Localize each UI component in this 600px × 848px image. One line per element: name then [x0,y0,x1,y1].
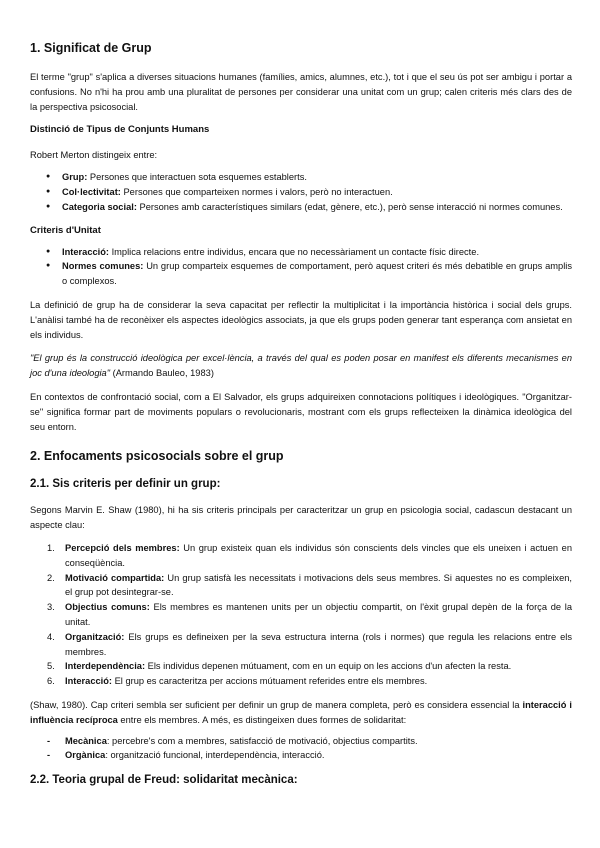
list-item: 2. Motivació compartida: Un grup satisfà les necessitats i motivacions dels seus membres. Si aquestes no es compleixen, el grup pot desintegrar-se. [47,572,573,598]
document-page [30,40,572,788]
subsection-2-1-title: 2.1. Sis criteris per definir un grup: [30,478,221,491]
list-item: ● Col·lectivitat: Persones que comparteixen normes i valors, però no interactuen. [30,185,572,200]
solidarity-paragraph: (Shaw, 1980). Cap criteri sembla ser suficient per definir un grup de manera completa, però es considera essencial la interacció i influència recíproca entre els membres. A més, es distingeixen dues formes de solidaritat: [30,699,572,725]
list-item: ● Categoria social: Persones amb característiques similars (edat, gènere, etc.), però sense interacció ni normes comunes. [30,200,572,215]
list-item: 6. Interacció: El grup es caracteritza per accions mútuament referides entre els membres. [47,676,428,687]
list-item: 1. Percepció dels membres: Un grup existeix quan els individus són conscients dels vincles que els uneixen i actuen en conseqüència. [47,542,572,568]
section-1-title: 1. Significat de Grup [30,41,152,55]
subheading-unity-criteria: Criteris d'Unitat [30,224,101,236]
list-item: 4. Organització: Els grups es defineixen per la seva estructura interna (rols i normes) que regula les relacions entre els membres. [47,631,572,657]
types-list [30,170,572,214]
list-item: - Orgànica: organització funcional, interdependència, interacció. [30,748,572,763]
list-item: - Mecànica: percebre's com a membres, satisfacció de motivació, objectius compartits. [30,734,572,749]
section-1-intro: El terme "grup" s'aplica a diverses situacions humanes (famílies, amics, alumnes, etc.), tot i que el seu ús pot ser ambigu i portar a confusions. No n'hi ha prou amb una pluralitat de persones per considerar una unitat com un grup; calen criteris més clars des de la perspectiva psicosocial. [30,72,572,112]
list-item: ● Grup: Persones que interactuen sota esquemes establerts. [30,170,572,185]
solidarity-list [30,734,572,764]
list-item: 5. Interdependència: Els individus depenen mútuament, com en un equip on les accions d'un afecten la resta. [47,661,512,672]
el-salvador-paragraph: En contextos de confrontació social, com a El Salvador, els grups adquireixen connotacions polítiques i ideològiques. "Organitzar-se" significa formar part de moviments populars o revolucionaris, mostrant com els grups reflecteixen la dinàmica ideològica del seu entorn. [30,391,572,432]
list-item: ● Normes comunes: Un grup comparteix esquemes de comportament, però aquest criteri és més debatible en grups amplis o complexos. [30,259,572,289]
merton-intro: Robert Merton distingeix entre: [30,150,158,161]
list-item: 3. Objectius comuns: Els membres es mantenen units per un objectiu compartit, on l'èxit grupal depèn de la força de la unitat. [47,602,573,627]
shaw-intro: Segons Marvin E. Shaw (1980), hi ha sis criteris principals per caracteritzar un grup en psicologia social, cadascun destacant un aspecte clau: [30,505,572,531]
quote-paragraph: "El grup és la construcció ideològica per excel·lència, a través del qual es poden posar en manifest els diferents mecanismes en joc d'una ideologia" (Armando Bauleo, 1983) [30,353,572,379]
criteria-numbered-list [30,541,572,689]
definition-paragraph: La definició de grup ha de considerar la seva capacitat per reflectir la multiplicitat i la importància històrica i social dels grups. L'anàlisi també ha de reconèixer els aspectes ideològics associats, ja que els grups poden generar tant esperança com ansietat en els individus. [30,299,572,340]
list-item: ● Interacció: Implica relacions entre individus, encara que no necessàriament un contacte físic directe. [30,245,572,260]
section-2-title: 2. Enfocaments psicosocials sobre el grup [30,449,284,464]
subsection-2-2-title: 2.2. Teoria grupal de Freud: solidaritat mecànica: [30,774,298,787]
subheading-types: Distinció de Tipus de Conjunts Humans [30,124,210,136]
criteria-list [30,245,572,289]
